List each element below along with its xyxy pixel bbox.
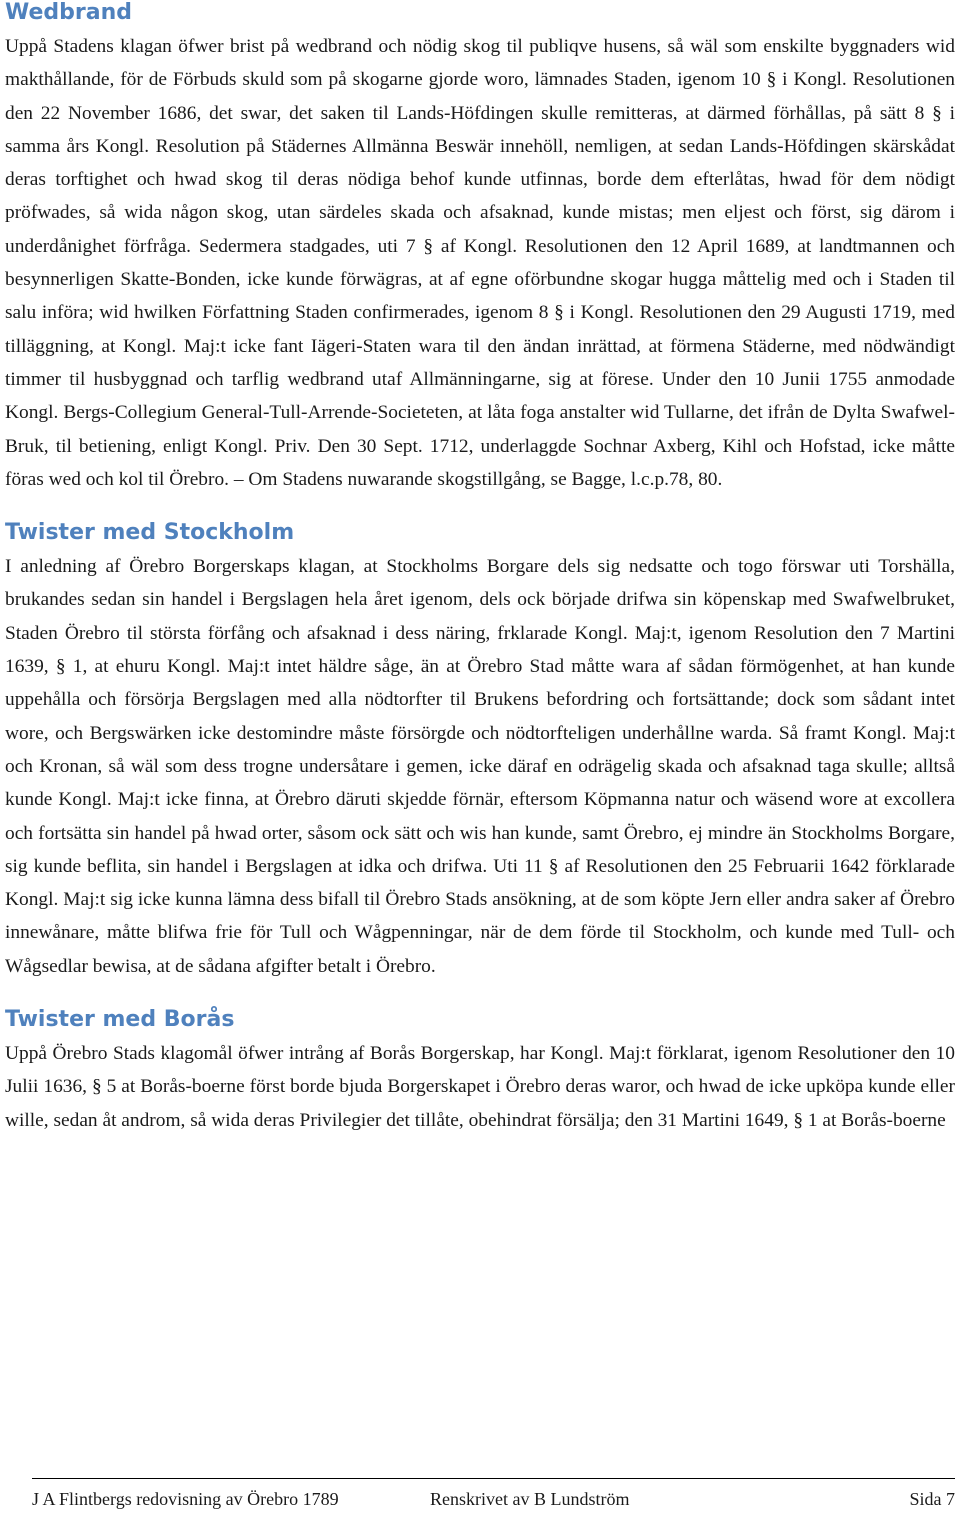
document-page [5, 0, 955, 1137]
section-heading-stockholm: Twister med Stockholm [5, 520, 295, 546]
footer-transcriber: Renskrivet av B Lundström [430, 1489, 630, 1509]
section-paragraph-boras: Uppå Örebro Stads klagomål öfwer intrång af Borås Borgerskap, har Kongl. Maj:t förklarat, igenom Resolutioner den 10 Julii 1636, § 5 at Borås-boerne först borde bjuda Borgerskapet i Örebro deras waror, och hwad de icke upköpa kunde eller wille, sedan åt androm, så wida deras Privilegier det tillåte, obehindrat försälja; den 31 Martini 1649, § 1 at Borås-boerne [5, 1043, 955, 1131]
footer-page-number: Sida 7 [909, 1489, 955, 1509]
section-paragraph-wedbrand: Uppå Stadens klagan öfwer brist på wedbrand och nödig skog til publiqve husens, så wäl som enskilte byggnaders wid makthållande, för de Förbuds skuld som på skogarne gjorde woro, lämnades Staden, igenom 10 § i Kongl. Resolutionen den 22 November 1686, det swar, det saken til Lands-Höfdingen skulle remitteras, at därmed förhållas, på sätt 8 § i samma års Kongl. Resolution på Städernes Allmänna Beswär innehöll, nemligen, at sedan Lands-Höfdingen skärskådat deras torftighet och hwad skog til deras nödiga behof kunde utfinnas, borde dem efterlåtas, hwad för dem nödigt pröfwades, så wida någon skog, utan särdeles skada och afsaknad, kunde mistas; men eljest och först, sig därom i underdånighet förfråga. Sedermera stadgades, uti 7 § af Kongl. Resolutionen den 12 April 1689, at landtmannen och besynnerligen Skatte-Bonden, icke kunde förwägras, at af egne oförbundne skogar hugga måttelig med och i Staden til salu införa; wid hwilken Författning Staden confirmerades, igenom 8 § i Kongl. Resolutionen den 29 Augusti 1719, med tilläggning, at Kongl. Maj:t icke fant Iägeri-Staten wara til den ändan inrättad, at förmena Städerne, med nödwändigt timmer til husbyggnad och tarflig wedbrand utaf Allmänningarne, sig at förese. Under den 10 Junii 1755 anmodade Kongl. Bergs-Collegium General-Tull-Arrende-Societeten, at låta foga anstalter wid Tullarne, det ifrån de Dylta Swafwel-Bruk, til betiening, enligt Kongl. Priv. Den 30 Sept. 1712, underlaggde Sochnar Axberg, Kihl och Hofstad, icke måtte föras wed och kol til Örebro. – Om Stadens nuwarande skogstillgång, se Bagge, l.c.p.78, 80. [5, 36, 955, 490]
footer-author: J A Flintbergs redovisning av Örebro 1789 [32, 1489, 339, 1509]
section-heading-boras: Twister med Borås [5, 1007, 235, 1033]
section-heading-wedbrand: Wedbrand [5, 0, 133, 25]
section-paragraph-stockholm: I anledning af Örebro Borgerskaps klagan, at Stockholms Borgare dels sig nedsatte och togo förswar uti Torshälla, brukandes sedan sin handel i Bergslagen hela året igenom, dels ock började drifwa sin köpenskap med Swafwelbruket, Staden Örebro til största förfång och afsaknad i dess näring, frklarade Kongl. Maj:t, igenom Resolution den 7 Martini 1639, § 1, at ehuru Kongl. Maj:t intet häldre såge, än at Örebro Stad måtte wara af sådan förmögenhet, at han kunde uppehålla och försörja Bergslagen med alla nödtorfter til Brukens befordring och fortsättande; dock som sådant intet wore, och Bergswärken icke destomindre måste försörgde och nödtorfteligen underhållne warda. Så framt Kongl. Maj:t och Kronan, så wäl som dess trogne undersåtare i gemen, icke däraf en odrägelig skada och afsaknad taga skulle; alltså kunde Kongl. Maj:t icke finna, at Örebro däruti skjedde förnär, eftersom Köpmanna natur och wäsend wore at excollera och fortsätta sin handel på hwad orter, såsom ock sätt och wis han kunde, samt Örebro, ej mindre än Stockholms Borgare, sig kunde beflita, sin handel i Bergslagen at idka och drifwa. Uti 11 § af Resolutionen den 25 Februarii 1642 förklarade Kongl. Maj:t sig icke kunna lämna dess bifall til Örebro Stads ansökning, at de som köpte Jern eller andra saker af Örebro innewånare, måtte blifwa frie för Tull och Wågpenningar, när de dem förde til Stockholm, och kunde med Tull- och Wågsedlar bewisa, at de sådana afgifter betalt i Örebro. [5, 556, 955, 977]
page-footer [32, 1478, 955, 1513]
